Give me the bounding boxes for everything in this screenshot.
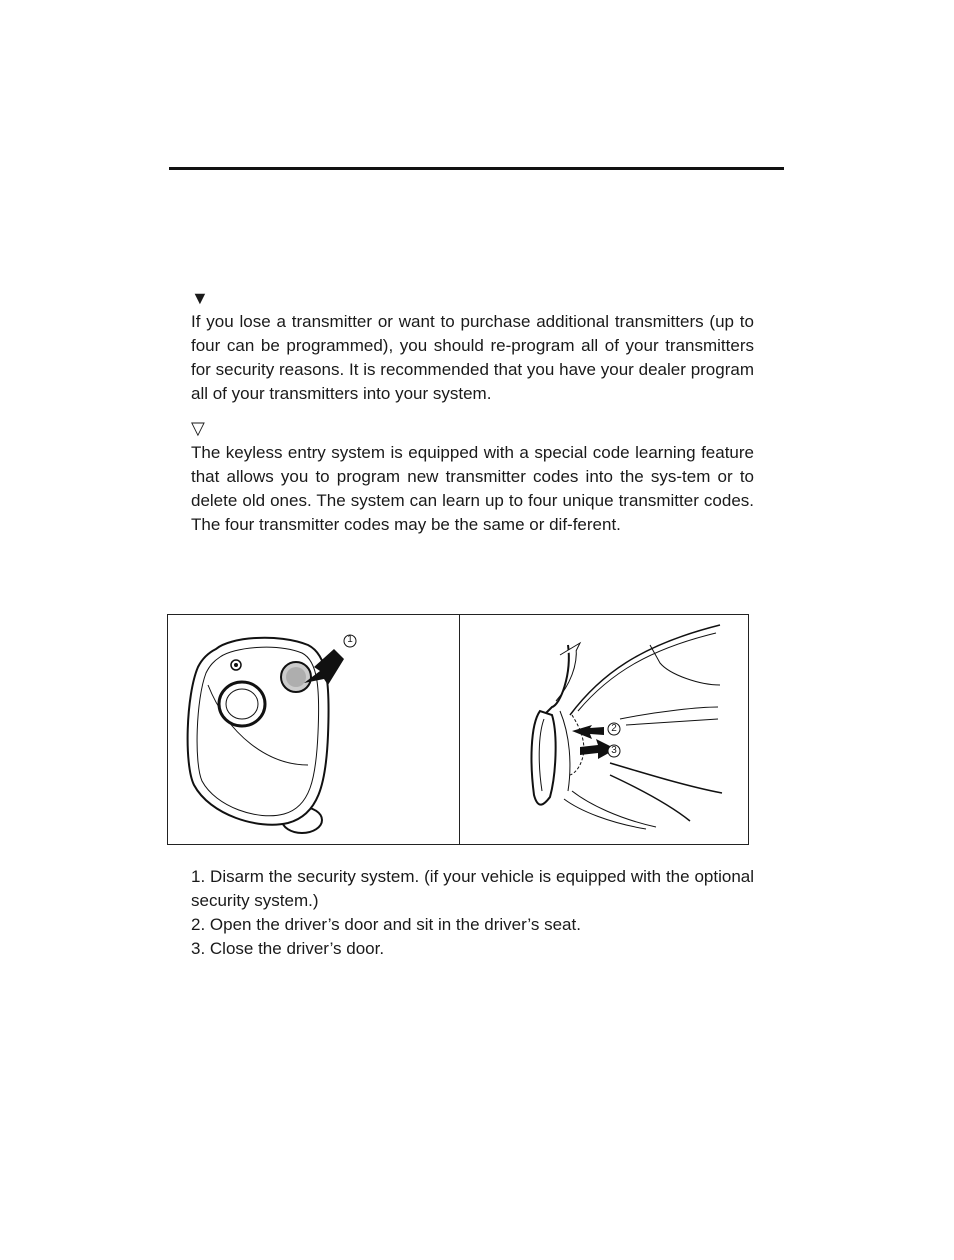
paragraph-code-learning: The keyless entry system is equipped with a special code learning feature that allows you to program new transmitter codes into the sys-tem or to delete old ones. The system can learn up to four unique transmitter codes. The four transmitter codes may be the same or dif-ferent. [191,443,754,534]
callout-3: 3 [611,745,617,756]
filled-triangle-marker: ▼ [191,288,209,308]
step-item: 3. Close the driver’s door. [191,939,385,958]
hollow-triangle-marker: ▽ [191,418,205,438]
illustration-figure [167,614,749,845]
paragraph-replace-transmitter: If you lose a transmitter or want to purchase additional transmitters (up to four can be programmed), you should re-program all of your transmitters for security reasons. It is recommended that you have your dealer program all of your transmitters into your system. [191,312,754,403]
callout-2: 2 [611,723,617,734]
callout-1: 1 [347,634,353,645]
header-rule [169,167,784,170]
step-item: 2. Open the driver’s door and sit in the driver’s seat. [191,915,581,934]
transmitter-illustration [168,615,459,844]
car-door-illustration [460,615,749,844]
step-item: 1. Disarm the security system. (if your vehicle is equipped with the optional security system.) [191,867,754,910]
procedure-steps [191,865,754,961]
